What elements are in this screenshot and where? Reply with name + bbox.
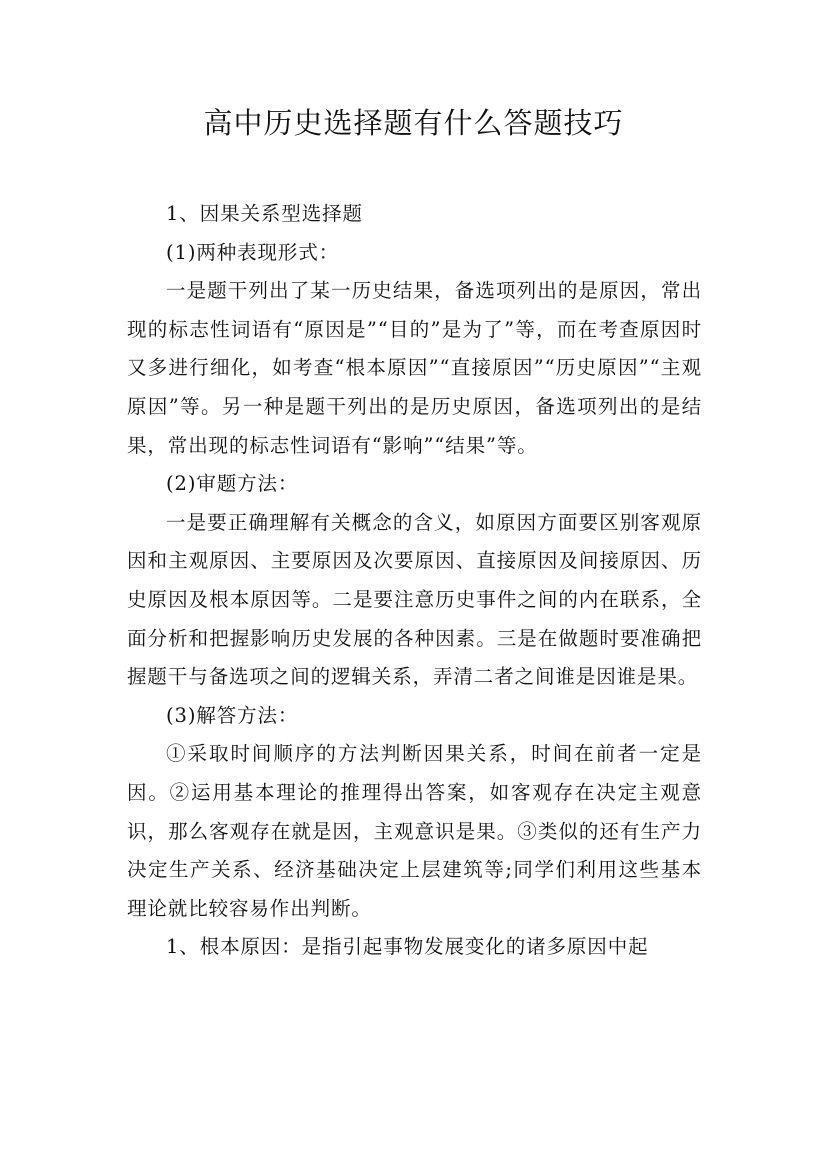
document-title: 高中历史选择题有什么答题技巧 <box>203 106 624 140</box>
document-body <box>127 195 702 967</box>
subheading-answer-method: (3)解答方法： <box>166 703 299 727</box>
paragraph-review-method: 一是要正确理解有关概念的含义，如原因方面要区别客观原因和主观原因、主要原因及次要原因、直接原因及间接原因、历史原因及根本原因等。二是要注意历史事件之间的内在联系，全面分析和把握影响历史发展的各种因素。三是在做题时要准确把握题干与备选项之间的逻辑关系，弄清二者之间谁是因谁是果。 <box>127 510 702 689</box>
paragraph-two-forms: 一是题干列出了某一历史结果，备选项列出的是原因，常出现的标志性词语有“原因是”“目的”是为了”等，而在考查原因时又多进行细化，如考查“根本原因”“直接原因”“历史原因”“主观原因”等。另一种是题干列出的是历史原因，备选项列出的是结果，常出现的标志性词语有“影响”“结果”等。 <box>127 279 702 457</box>
paragraph-root-cause: 1、根本原因：是指引起事物发展变化的诸多原因中起 <box>166 935 649 959</box>
heading-cause-effect: 1、因果关系型选择题 <box>166 202 363 225</box>
subheading-two-forms: (1)两种表现形式： <box>166 240 340 264</box>
paragraph-answer-method: ①采取时间顺序的方法判断因果关系，时间在前者一定是因。②运用基本理论的推理得出答案，如客观存在决定主观意识，那么客观存在就是因，主观意识是果。③类似的还有生产力决定生产关系、经济基础决定上层建筑等;同学们利用这些基本理论就比较容易作出判断。 <box>127 742 702 920</box>
subheading-review-method: (2)审题方法： <box>166 472 299 496</box>
